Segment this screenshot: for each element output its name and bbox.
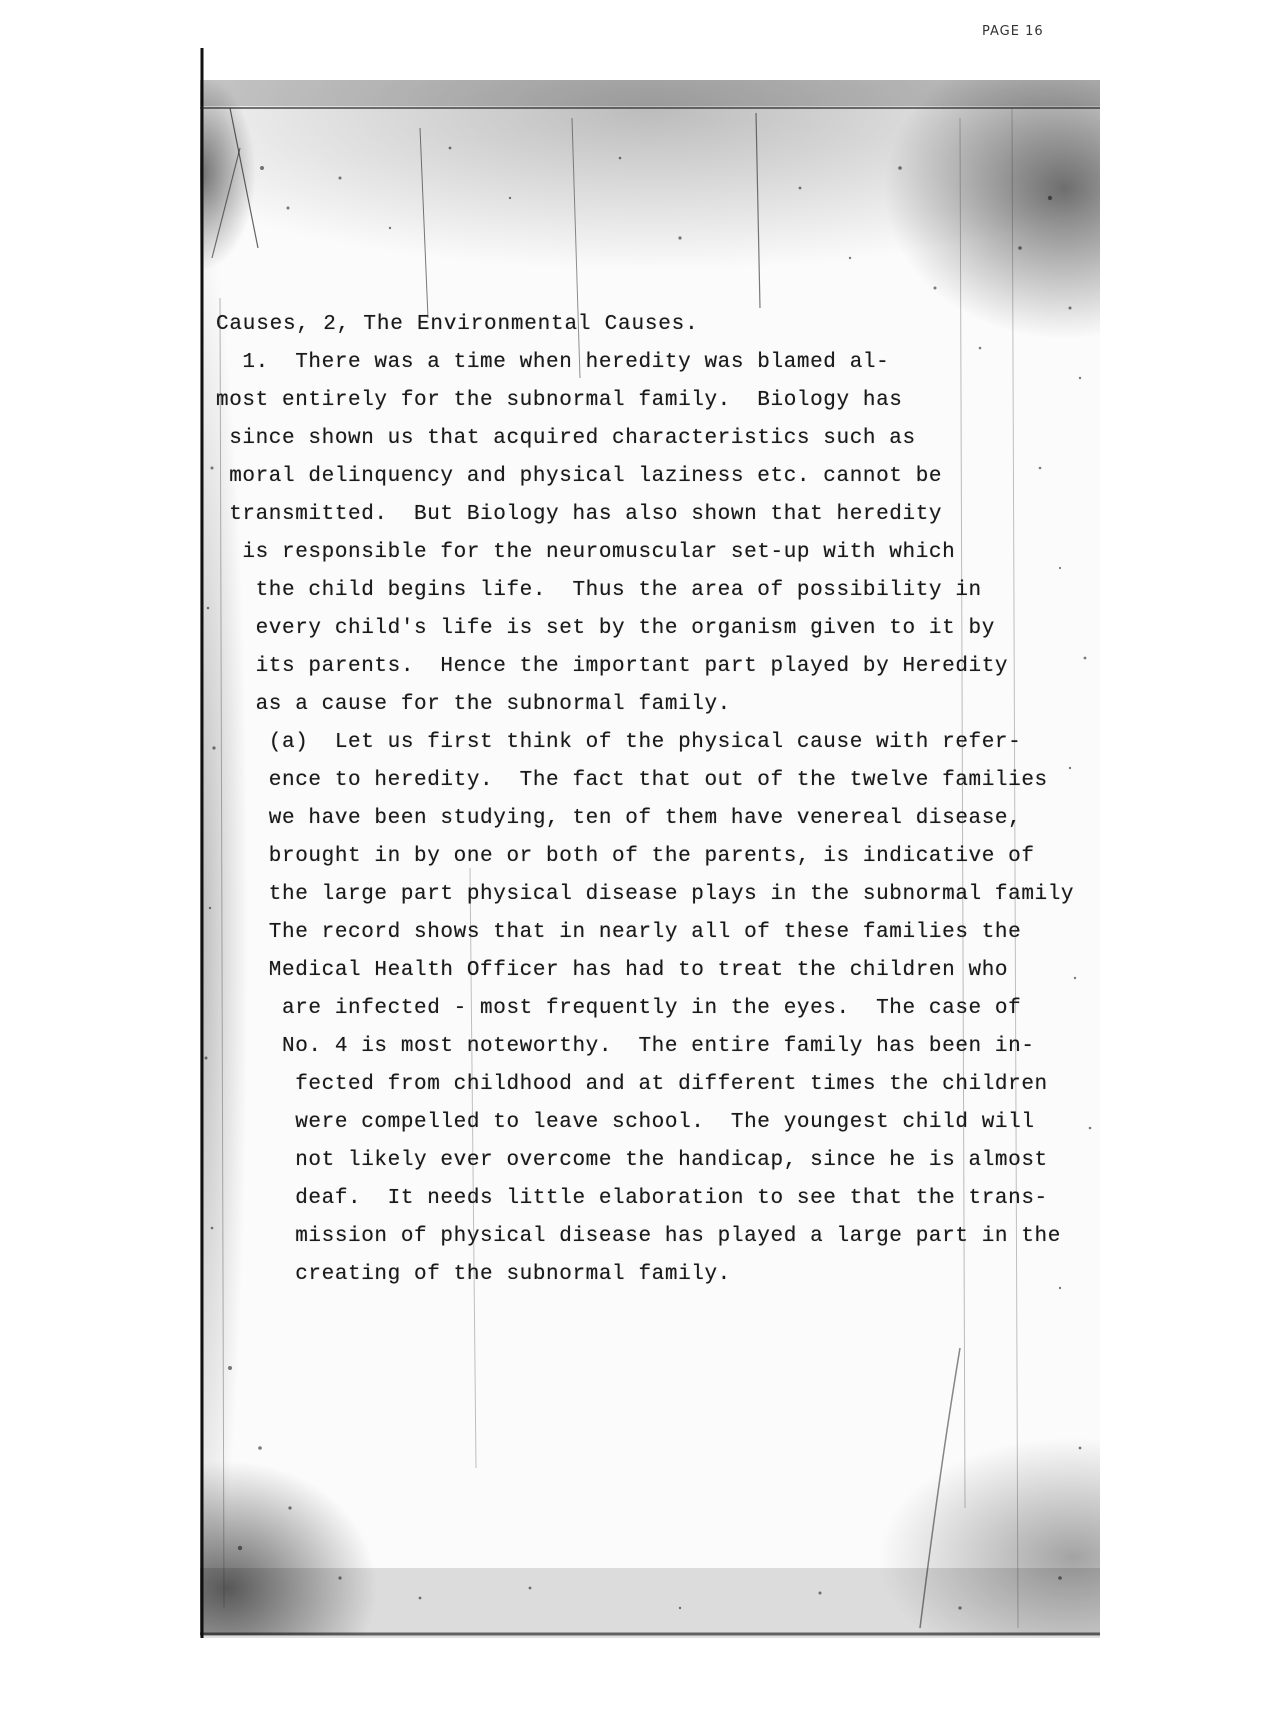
text-line: The record shows that in nearly all of these families the [216, 921, 1022, 944]
text-line: ence to heredity. The fact that out of the twelve families [216, 769, 1048, 792]
text-line: not likely ever overcome the handicap, since he is almost [216, 1149, 1048, 1172]
text-line: every child's life is set by the organism given to it by [216, 617, 995, 640]
text-line: 1. There was a time when heredity was blamed al- [216, 351, 890, 374]
section-heading: Causes, 2, The Environmental Causes. [216, 313, 699, 336]
text-line: as a cause for the subnormal family. [216, 693, 731, 716]
text-line: Medical Health Officer has had to treat the children who [216, 959, 1009, 982]
text-line: moral delinquency and physical laziness etc. cannot be [216, 465, 943, 488]
text-line: were compelled to leave school. The youngest child will [216, 1111, 1035, 1134]
scanned-page [200, 48, 1105, 1638]
typed-text [216, 306, 1096, 1294]
text-line: its parents. Hence the important part played by Heredity [216, 655, 1009, 678]
text-line: is responsible for the neuromuscular set-up with which [216, 541, 956, 564]
text-line: (a) Let us first think of the physical cause with refer- [216, 731, 1022, 754]
text-line: brought in by one or both of the parents, is indicative of [216, 845, 1035, 868]
text-line: fected from childhood and at different times the children [216, 1073, 1048, 1096]
text-line: deaf. It needs little elaboration to see that the trans- [216, 1187, 1048, 1210]
text-line: are infected - most frequently in the eyes. The case of [216, 997, 1022, 1020]
page-number: PAGE 16 [982, 24, 1044, 39]
text-line: the child begins life. Thus the area of possibility in [216, 579, 982, 602]
text-line: creating of the subnormal family. [216, 1263, 731, 1286]
text-line: most entirely for the subnormal family. Biology has [216, 389, 903, 412]
text-line: since shown us that acquired characteristics such as [216, 427, 916, 450]
text-line: transmitted. But Biology has also shown that heredity [216, 503, 943, 526]
text-line: the large part physical disease plays in the subnormal family [216, 883, 1075, 906]
text-line: mission of physical disease has played a large part in the [216, 1225, 1061, 1248]
text-line: we have been studying, ten of them have venereal disease, [216, 807, 1022, 830]
text-line: No. 4 is most noteworthy. The entire family has been in- [216, 1035, 1035, 1058]
